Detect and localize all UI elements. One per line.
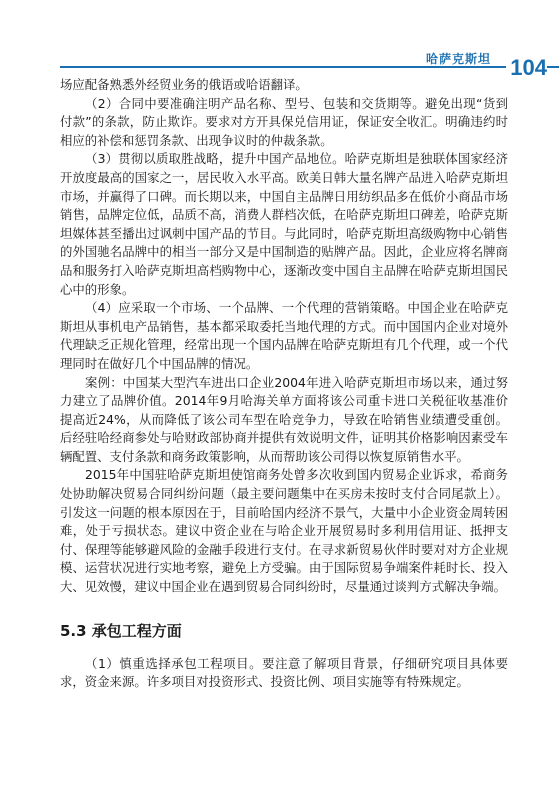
paragraph-marketing-strategy: （4）应采取一个市场、一个品牌、一个代理的营销策略。中国企业在哈萨克斯坦从事机电产品销售，基本都采取委托当地代理的方式。而中国国内企业对境外代理缺乏正规化管理，经常出现一个国内品牌在哈萨克斯坦有几个代理，或一个代理同时在做好几个中国品牌的情况。 xyxy=(60,300,508,371)
header-country-label: 哈萨克斯坦 xyxy=(425,52,491,66)
section-heading: 5.3 承包工程方面 xyxy=(60,621,182,640)
paragraph-quality-strategy: （3）贯彻以质取胜战略，提升中国产品地位。哈萨克斯坦是独联体国家经济开放度最高的国家之一，居民收入水平高。欧美日韩大量名牌产品进入哈萨克斯坦市场，并赢得了口碑。而长期以来，中国自主品牌日用纺织品多在低价小商品市场销售，品牌定位低，品质不高，消费人群档次低，在哈萨克斯坦口碑差，哈萨克斯坦媒体甚至播出过讽刺中国产品的节目。与此同时，哈萨克斯坦高级购物中心销售的外国驰名品牌中的相当一部分又是中国制造的贴牌产品。因此，企业应将名牌商品和服务打入哈萨克斯坦高档购物中心，逐渐改变中国自主品牌在哈萨克斯坦国民心中的形象。 xyxy=(60,151,508,297)
page-number: 104 xyxy=(506,55,547,81)
paragraph-case-study: 案例：中国某大型汽车进出口企业2004年进入哈萨克斯坦市场以来，通过努力建立了品牌价值。2014年9月哈海关单方面将该公司重卡进口关税征收基准价提高近24%，从而降低了该公司车型在哈竞争力，导致在哈销售业绩遭受重创。后经驻哈经商参处与哈财政部协商并提供有效说明文件，证明其价格影响因素受车辆配置、支付条款和商务政策影响，从而帮助该公司得以恢复原销售水平。 xyxy=(60,374,508,464)
page-header xyxy=(0,0,559,80)
paragraph-trade-disputes: 2015年中国驻哈萨克斯坦使馆商务处曾多次收到国内贸易企业诉求，希商务处协助解决贸易合同纠纷问题（最主要问题集中在买房未按时支付合同尾款上）。引发这一问题的根本原因在于，目前哈国内经济不景气，大量中小企业资金周转困难，处于亏损状态。建议中资企业在与哈企业开展贸易时多利用信用证、抵押支付、保理等能够避风险的金融手段进行支付。在寻求新贸易伙伴时要对对方企业规模、运营状况进行实地考察，避免上方受骗。由于国际贸易争端案件耗时长、投入大、见效慢，建议中国企业在遇到贸易合同纠纷时，尽量通过谈判方式解决争端。 xyxy=(60,467,508,595)
paragraph-project-selection: （1）慎重选择承包工程项目。要注意了解项目背景，仔细研究项目具体要求，资金来源。许多项目对投资形式、投资比例、项目实施等有特殊规定。 xyxy=(60,655,508,690)
paragraph-continuation: 场应配备熟悉外经贸业务的俄语或哈语翻译。 xyxy=(60,77,308,92)
paragraph-contract-terms: （2）合同中要准确注明产品名称、型号、包装和交货期等。避免出现“货到付款”的条款，防止欺诈。要求对方开具保兑信用证，保证安全收汇。明确违约时相应的补偿和惩罚条款、出现争议时的仲裁条款。 xyxy=(60,95,508,148)
document-body xyxy=(60,76,508,692)
